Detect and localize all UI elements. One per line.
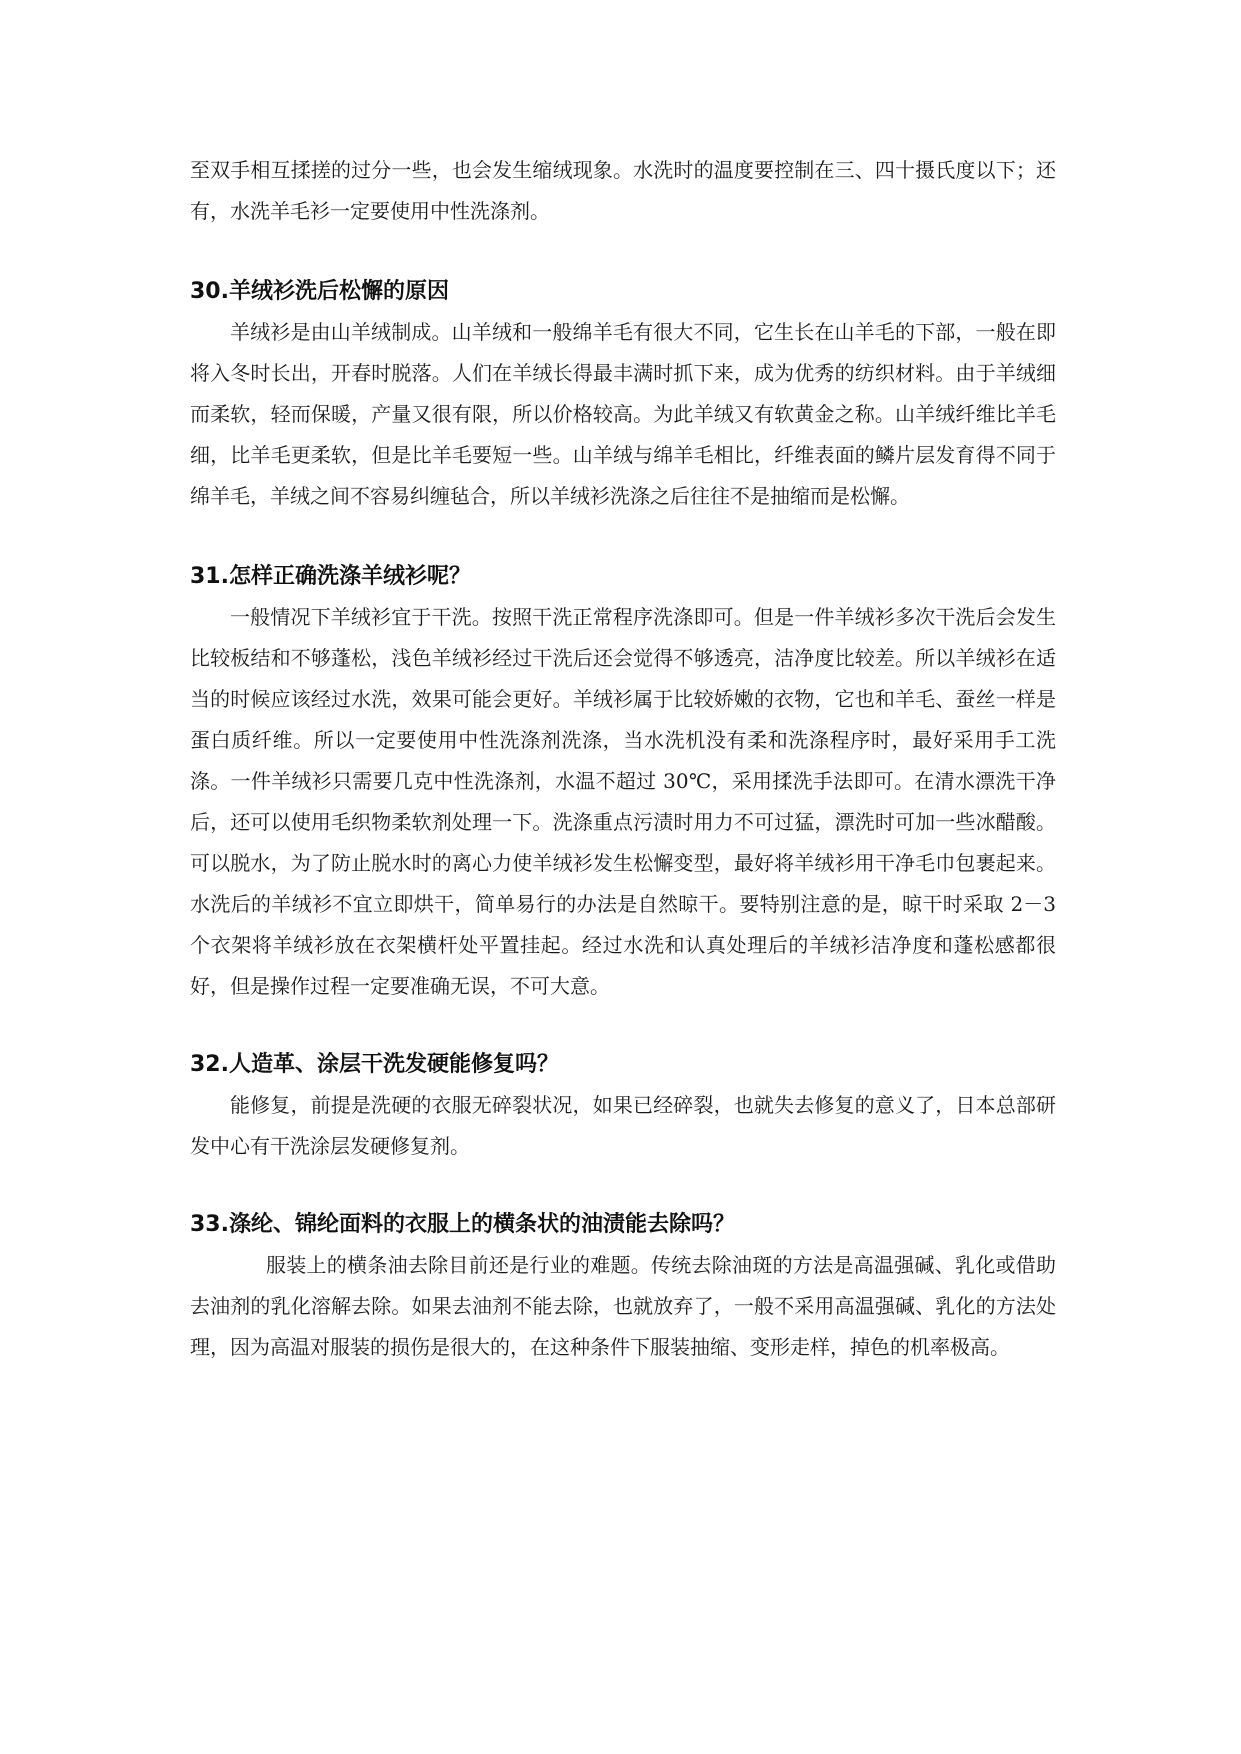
section-32-body: 能修复，前提是洗硬的衣服无碎裂状况，如果已经碎裂，也就失去修复的意义了，日本总部研发中心有干洗涂层发硬修复剂。 [190,1093,1056,1158]
section-31-body: 一般情况下羊绒衫宜于干洗。按照干洗正常程序洗涤即可。但是一件羊绒衫多次干洗后会发生比较板结和不够蓬松，浅色羊绒衫经过干洗后还会觉得不够透亮，洁净度比较差。所以羊绒衫在适当的时候应该经过水洗，效果可能会更好。羊绒衫属于比较娇嫩的衣物，它也和羊毛、蚕丝一样是蛋白质纤维。所以一定要使用中性洗涤剂洗涤，当水洗机没有柔和洗涤程序时，最好采用手工洗涤。一件羊绒衫只需要几克中性洗涤剂，水温不超过 30℃，采用揉洗手法即可。在清水漂洗干净后，还可以使用毛织物柔软剂处理一下。洗涤重点污渍时用力不可过猛，漂洗时可加一些冰醋酸。可以脱水，为了防止脱水时的离心力使羊绒衫发生松懈变型，最好将羊绒衫用干净毛巾包裹起来。水洗后的羊绒衫不宜立即烘干，简单易行的办法是自然晾干。要特别注意的是，晾干时采取 2－3 个衣架将羊绒衫放在衣架横杆处平置挂起。经过水洗和认真处理后的羊绒衫洁净度和蓬松感都很好，但是操作过程一定要准确无误，不可大意。 [190,605,1056,998]
section-31-heading: 31.怎样正确洗涤羊绒衫呢？ [190,564,471,589]
section-32-heading: 32.人造革、涂层干洗发硬能修复吗？ [190,1052,559,1077]
intro-paragraph: 至双手相互揉搓的过分一些，也会发生缩绒现象。水洗时的温度要控制在三、四十摄氏度以下；还有，水洗羊毛衫一定要使用中性洗涤剂。 [190,158,1056,223]
spacer [190,1167,1056,1205]
section-30-heading: 30.羊绒衫洗后松懈的原因 [190,279,449,304]
spacer [190,517,1056,557]
section-33-body: 服装上的横条油去除目前还是行业的难题。传统去除油斑的方法是高温强碱、乳化或借助去油剂的乳化溶解去除。如果去油剂不能去除，也就放弃了，一般不采用高温强碱、乳化的方法处理，因为高温对服装的损伤是很大的，在这种条件下服装抽缩、变形走样，掉色的机率极高。 [190,1253,1056,1359]
spacer [190,232,1056,272]
document-page [190,150,1056,1368]
spacer [190,1007,1056,1045]
section-33-heading: 33.涤纶、锦纶面料的衣服上的横条状的油渍能去除吗？ [190,1212,735,1237]
section-30-body: 羊绒衫是由山羊绒制成。山羊绒和一般绵羊毛有很大不同，它生长在山羊毛的下部，一般在即将入冬时长出，开春时脱落。人们在羊绒长得最丰满时抓下来，成为优秀的纺织材料。由于羊绒细而柔软，轻而保暖，产量又很有限，所以价格较高。为此羊绒又有软黄金之称。山羊绒纤维比羊毛细，比羊毛更柔软，但是比羊毛要短一些。山羊绒与绵羊毛相比，纤维表面的鳞片层发育得不同于绵羊毛，羊绒之间不容易纠缠毡合，所以羊绒衫洗涤之后往往不是抽缩而是松懈。 [190,320,1056,508]
